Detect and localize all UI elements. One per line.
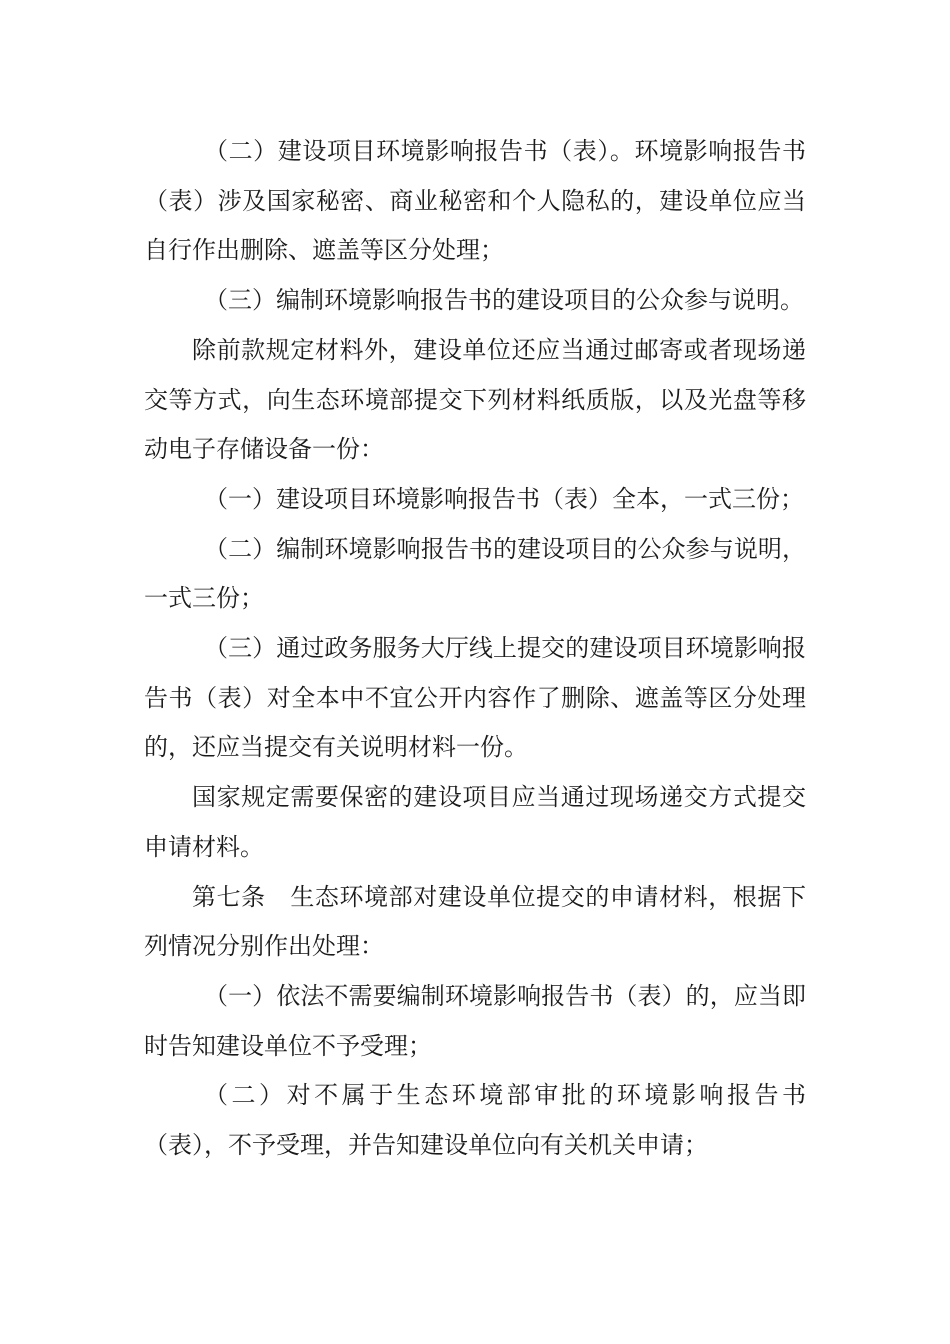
- paragraph-paper-submission: 除前款规定材料外，建设单位还应当通过邮寄或者现场递交等方式，向生态环境部提交下列材料纸质版，以及光盘等移动电子存储设备一份：: [144, 335, 806, 464]
- paragraph-article-7-item-2: （二）对不属于生态环境部审批的环境影响报告书（表），不予受理，并告知建设单位向有关机关申请；: [144, 1081, 806, 1160]
- paragraph-article-7: 第七条 生态环境部对建设单位提交的申请材料，根据下列情况分别作出处理：: [144, 882, 806, 961]
- paragraph-paper-item-3: （三）通过政务服务大厅线上提交的建设项目环境影响报告书（表）对全本中不宜公开内容作了删除、遮盖等区分处理的，还应当提交有关说明材料一份。: [144, 634, 806, 762]
- document-body: [144, 127, 806, 1171]
- paragraph-paper-item-2: （二）编制环境影响报告书的建设项目的公众参与说明，一式三份；: [144, 534, 806, 613]
- paragraph-paper-item-1: （一）建设项目环境影响报告书（表）全本，一式三份；: [204, 484, 804, 513]
- paragraph-item-2-report: （二）建设项目环境影响报告书（表）。环境影响报告书（表）涉及国家秘密、商业秘密和个人隐私的，建设单位应当自行作出删除、遮盖等区分处理；: [144, 137, 806, 265]
- paragraph-article-7-item-1: （一）依法不需要编制环境影响报告书（表）的，应当即时告知建设单位不予受理；: [144, 981, 806, 1060]
- paragraph-confidential-projects: 国家规定需要保密的建设项目应当通过现场递交方式提交申请材料。: [144, 783, 806, 861]
- paragraph-item-3-public-participation: （三）编制环境影响报告书的建设项目的公众参与说明。: [204, 286, 804, 315]
